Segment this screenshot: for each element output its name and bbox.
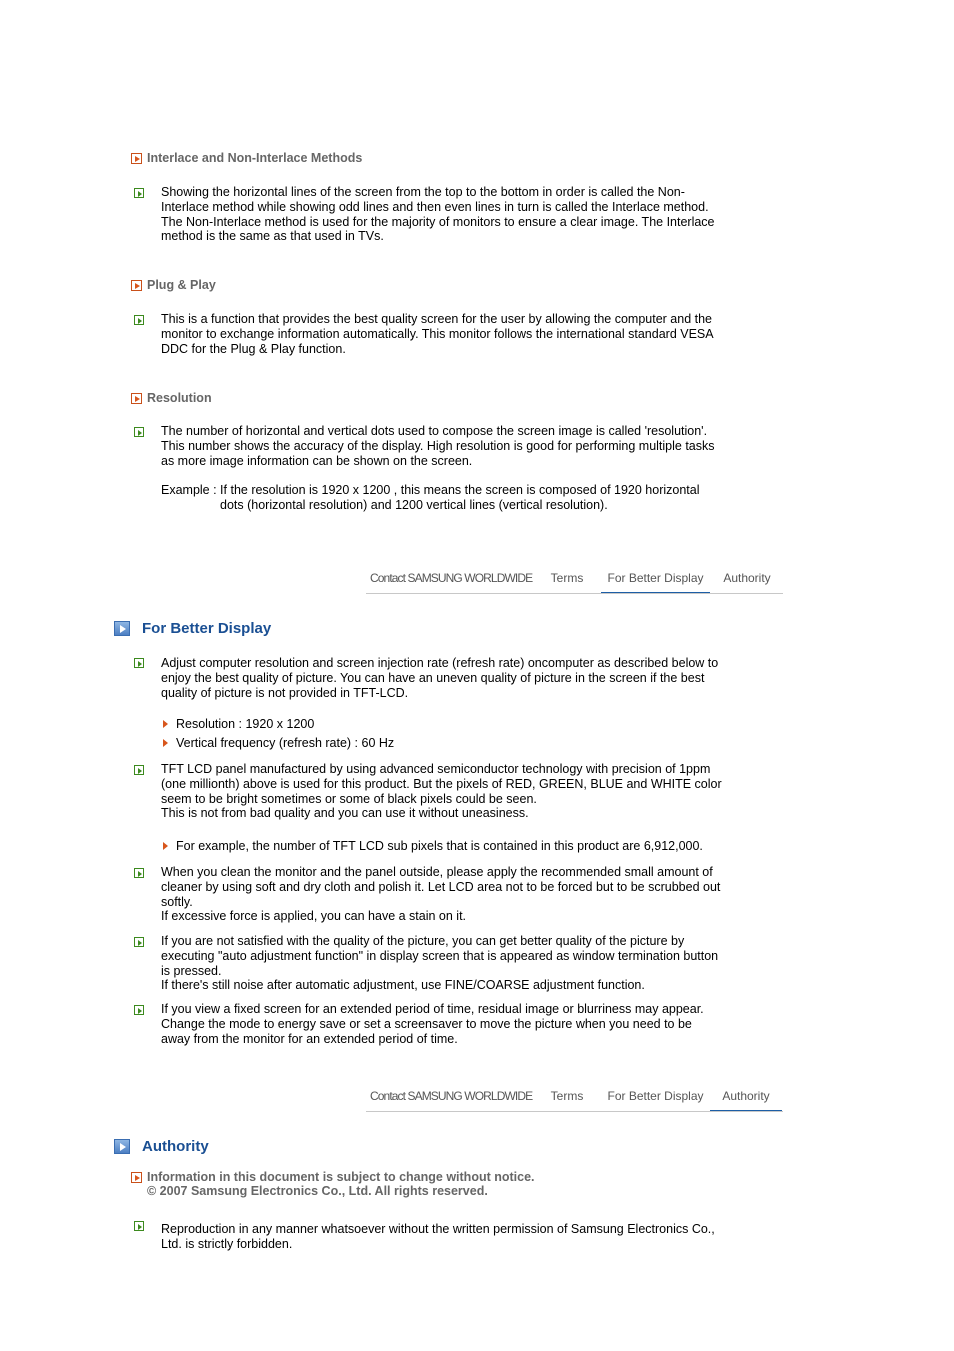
nav-tab-contact[interactable]: Contact SAMSUNG WORLDWIDE	[370, 571, 533, 585]
sub-item-subpixels: For example, the number of TFT LCD sub pixels that is contained in this product are 6,912,000.	[176, 839, 703, 853]
nav-bar	[366, 566, 783, 594]
text-line: If there's still noise after automatic adjustment, use FINE/COARSE adjustment function.	[161, 978, 645, 993]
green-bullet-icon	[134, 315, 144, 325]
text-line: TFT LCD panel manufactured by using advanced semiconductor technology with precision of 1ppm	[161, 762, 711, 776]
blue-arrow-icon	[114, 1139, 130, 1154]
triangle-bullet-icon	[163, 739, 168, 747]
sub-item-frequency: Vertical frequency (refresh rate) : 60 Hz	[176, 736, 395, 750]
text-line: If you view a fixed screen for an extended period of time, residual image or blurriness may appear.	[161, 1002, 704, 1016]
text-line: is pressed.	[161, 963, 222, 978]
text-line: Interlace method while showing odd lines and then even lines in turn is called the Interlace method.	[161, 199, 709, 214]
blue-arrow-icon	[114, 621, 130, 636]
triangle-bullet-icon	[163, 720, 168, 728]
text-line: The number of horizontal and vertical dots used to compose the screen image is called 'resolution'.	[161, 424, 708, 438]
nav-tab-better-display[interactable]: For Better Display	[607, 1089, 704, 1103]
text-line: softly.	[161, 894, 193, 909]
authority-notice: Information in this document is subject to change without notice.	[147, 1170, 535, 1184]
text-line: When you clean the monitor and the panel outside, please apply the recommended small amount of	[161, 865, 713, 879]
resolution-example-line2: dots (horizontal resolution) and 1200 vertical lines (vertical resolution).	[220, 498, 608, 512]
nav-tab-authority[interactable]: Authority	[723, 571, 771, 585]
text-line: enjoy the best quality of picture. You can have an uneven quality of picture in the screen if the best	[161, 670, 705, 685]
text-line: This is a function that provides the best quality screen for the user by allowing the computer and the	[161, 312, 713, 326]
text-line: seem to be bright sometimes or some of black pixels could be seen.	[161, 791, 537, 806]
nav-tab-better-display[interactable]: For Better Display	[601, 570, 710, 593]
text-line: Showing the horizontal lines of the screen from the top to the bottom in order is called the Non-	[161, 185, 685, 199]
text-line: method is the same as that used in TVs.	[161, 229, 384, 244]
better-display-item-1	[161, 656, 761, 700]
text-line: cleaner by using soft and dry cloth and polish it. Let LCD area not to be forced but to be scrubbed out	[161, 879, 721, 894]
plugplay-text	[161, 312, 761, 356]
text-line: The Non-Interlace method is used for the majority of monitors to ensure a clear image. The Interlace	[161, 214, 715, 229]
nav-tab-contact[interactable]: Contact SAMSUNG WORLDWIDE	[370, 1089, 533, 1103]
green-bullet-icon	[134, 937, 144, 947]
text-line: away from the monitor for an extended period of time.	[161, 1031, 458, 1046]
green-bullet-icon	[134, 868, 144, 878]
text-line: This is not from bad quality and you can use it without uneasiness.	[161, 806, 529, 821]
orange-arrow-icon	[131, 280, 142, 291]
nav-tab-authority[interactable]: Authority	[710, 1088, 782, 1111]
green-bullet-icon	[134, 658, 144, 668]
resolution-text	[161, 424, 761, 468]
orange-arrow-icon	[131, 393, 142, 404]
better-display-item-3	[161, 865, 761, 924]
text-line: If you are not satisfied with the quality of the picture, you can get better quality of the picture by	[161, 934, 685, 948]
text-line: (one millionth) above is used for this product. But the pixels of RED, GREEN, BLUE and WHITE color	[161, 776, 722, 791]
text-line: This number shows the accuracy of the display. High resolution is good for performing multiple tasks	[161, 438, 715, 453]
orange-arrow-icon	[131, 153, 142, 164]
text-line: If excessive force is applied, you can have a stain on it.	[161, 909, 467, 924]
text-line: Reproduction in any manner whatsoever without the written permission of Samsung Electronics Co.,	[161, 1222, 715, 1236]
better-display-item-5	[161, 1002, 761, 1046]
triangle-bullet-icon	[163, 842, 168, 850]
copyright-notice: © 2007 Samsung Electronics Co., Ltd. All rights reserved.	[147, 1184, 488, 1198]
better-display-item-2	[161, 762, 761, 821]
nav-tab-terms[interactable]: Terms	[550, 571, 584, 585]
orange-arrow-icon	[131, 1172, 142, 1183]
resolution-example-line1: Example : If the resolution is 1920 x 1200 , this means the screen is composed of 1920 horizontal	[161, 483, 700, 497]
better-display-item-4	[161, 934, 761, 993]
green-bullet-icon	[134, 765, 144, 775]
green-bullet-icon	[134, 188, 144, 198]
interlace-text	[161, 185, 761, 244]
text-line: monitor to exchange information automatically. This monitor follows the international standard VESA	[161, 326, 714, 341]
text-line: Adjust computer resolution and screen injection rate (refresh rate) oncomputer as described below to	[161, 656, 719, 670]
nav-tab-terms[interactable]: Terms	[550, 1089, 584, 1103]
text-line: Ltd. is strictly forbidden.	[161, 1236, 293, 1251]
text-line: executing "auto adjustment function" in display screen that is appeared as window termination button	[161, 948, 719, 963]
text-line: as more image information can be shown on the screen.	[161, 453, 473, 468]
sub-item-resolution: Resolution : 1920 x 1200	[176, 717, 315, 731]
green-bullet-icon	[134, 427, 144, 437]
nav-bar	[366, 1084, 783, 1112]
green-bullet-icon	[134, 1221, 144, 1231]
text-line: quality of picture is not provided in TFT-LCD.	[161, 685, 409, 700]
green-bullet-icon	[134, 1005, 144, 1015]
authority-text	[161, 1222, 761, 1252]
text-line: DDC for the Plug & Play function.	[161, 341, 346, 356]
text-line: Change the mode to energy save or set a screensaver to move the picture when you need to be	[161, 1016, 692, 1031]
